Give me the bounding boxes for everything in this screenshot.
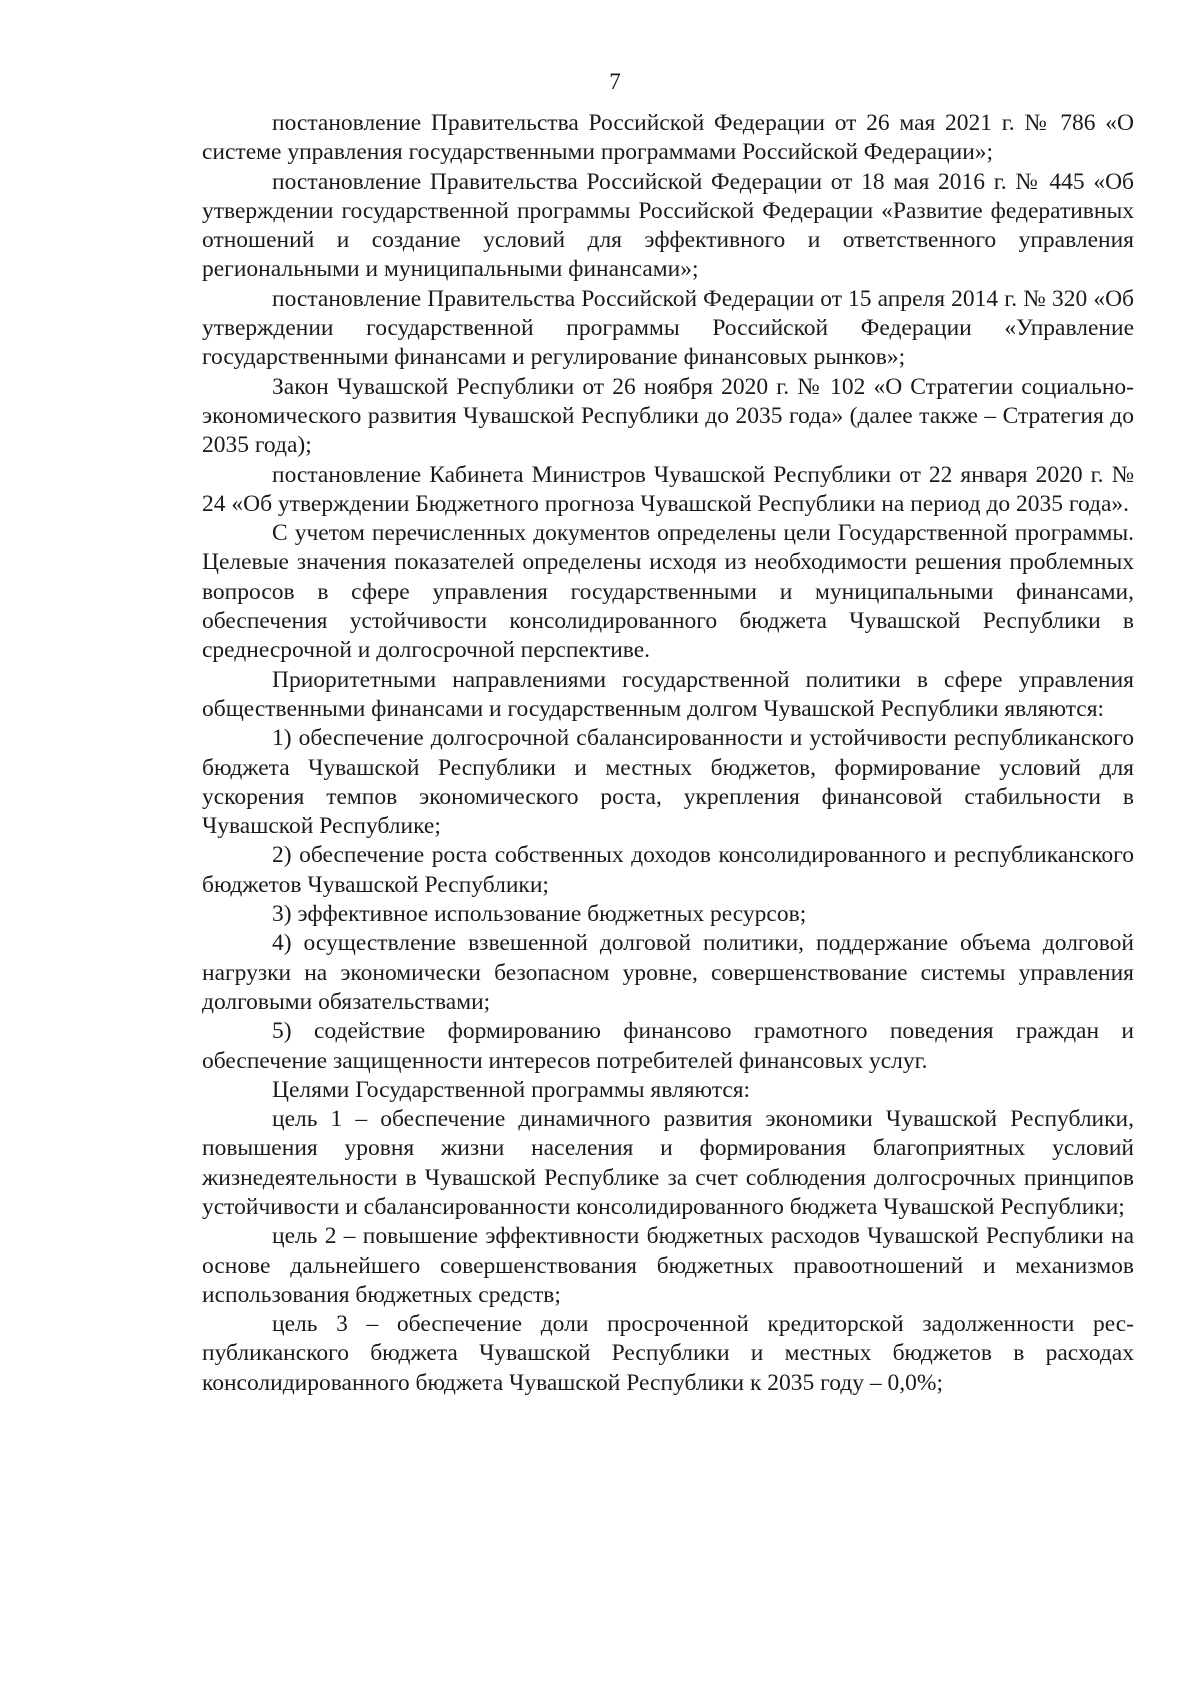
goal-item-2: цель 2 – повышение эффективности бюджетных расходов Чувашской Республики на основе дальнейшего совершенствования бюджетных правоотношений и механизмов использования бюджетных средств; <box>202 1223 1134 1308</box>
paragraph-priorities-intro: Приоритетными направлениями государственной политики в сфере управления общественными финансами и государственным долгом Чувашской Республики являются: <box>202 666 1134 722</box>
priority-item-2: 2) обеспечение роста собственных доходов консолидированного и республиканского бюджетов Чувашской Республики; <box>202 842 1134 898</box>
paragraph-decree-320: постановление Правительства Российской Федерации от 15 апреля 2014 г. № 320 «Об утверждении государственной программы Российской Федерации «Управление государственными финансами и регулирование финансовых рынков»; <box>202 285 1134 371</box>
priority-item-5: 5) содействие формированию финансово грамотного поведения граждан и обеспечение защищенности интересов потребителей финансовых услуг. <box>202 1018 1134 1074</box>
paragraph-goals-heading: Целями Государственной программы являются: <box>272 1076 751 1103</box>
document-body <box>202 109 1134 1398</box>
priority-item-1: 1) обеспечение долгосрочной сбалансированности и устойчивости республиканского бюджета Чувашской Республики и местных бюджетов, формирование условий для ускорения темпов экономического роста, укрепления финансовой стабильности в Чувашской Республике; <box>202 725 1134 840</box>
goal-item-1: цель 1 – обеспечение динамичного развития экономики Чувашской Республики, повышения уровня жизни населения и формирования благоприятных условий жизнедеятельности в Чувашской Республике за счет соблюдения долгосрочных принципов устойчивости и сбалансированности консолидированного бюджета Чувашской Республики; <box>202 1106 1134 1220</box>
paragraph-decree-24: постановление Кабинета Министров Чувашской Республики от 22 января 2020 г. № 24 «Об утверждении Бюджетного прогноза Чувашской Республики на период до 2035 года». <box>202 461 1134 517</box>
paragraph-goals-intro: С учетом перечисленных документов определены цели Государственной программы. Целевые значения показателей определены исходя из необходимости решения проблемных вопросов в сфере управления государственными и муниципальными финансами, обеспечения устойчивости консолидированного бюджета Чувашской Республики в среднесрочной и долгосрочной перспективе. <box>202 520 1134 664</box>
paragraph-law-102: Закон Чувашской Республики от 26 ноября 2020 г. № 102 «О Стратегии социально-экономического развития Чувашской Республики до 2035 года» (далее также – Стратегия до 2035 года); <box>202 373 1134 459</box>
paragraph-decree-786: постановление Правительства Российской Федерации от 26 мая 2021 г. № 786 «О системе управления государственными программами Российской Федерации»; <box>202 110 1134 166</box>
priority-item-4: 4) осуществление взвешенной долговой политики, поддержание объема долговой нагрузки на экономически безопасном уровне, совершенствование системы управления долговыми обязательствами; <box>202 930 1134 1015</box>
paragraph-decree-445: постановление Правительства Российской Федерации от 18 мая 2016 г. № 445 «Об утверждении государственной программы Российской Федерации «Развитие федеративных отношений и создание условий для эффективного и ответственного управления региональными и муниципальными финансами»; <box>202 168 1134 283</box>
goal-item-3: цель 3 – обеспечение доли просроченной кредиторской задолженности республиканского бюджета Чувашской Республики и местных бюджетов в расходах консолидированного бюджета Чувашской Республики к 2035 году – 0,0%; <box>202 1311 1134 1396</box>
page-number: 7 <box>609 69 621 94</box>
priority-item-3: 3) эффективное использование бюджетных ресурсов; <box>272 901 807 928</box>
